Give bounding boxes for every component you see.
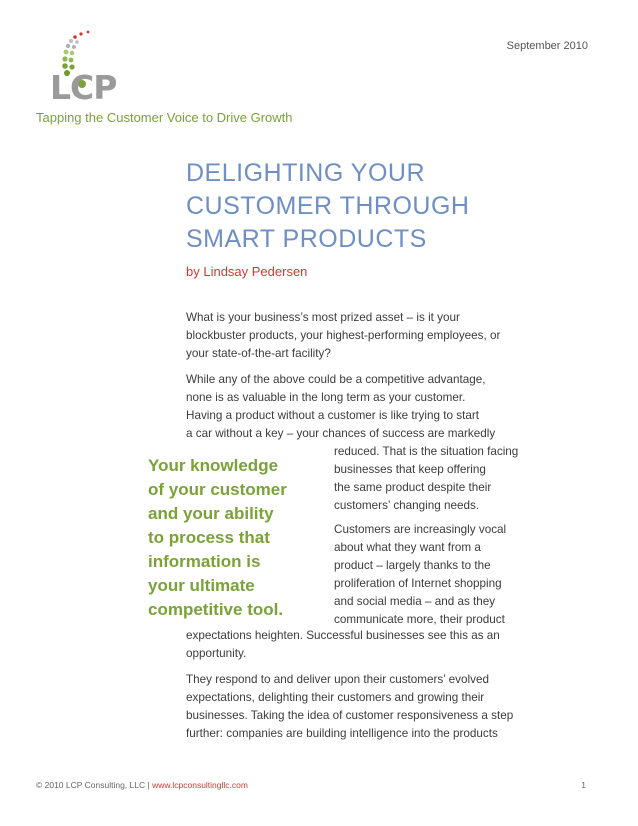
document-date: September 2010 (506, 40, 588, 52)
text-line: expectations heighten. Successful businesses see this as an (186, 629, 500, 642)
paragraph-2-continued (334, 443, 638, 515)
footer (36, 780, 248, 790)
text-line: none is as valuable in the long term as your customer. (186, 391, 466, 404)
text-line: a car without a key – your chances of success are markedly (186, 427, 496, 440)
text-line: Having a product without a customer is like trying to start (186, 409, 479, 422)
text-line: opportunity. (186, 647, 247, 660)
text-line: reduced. That is the situation facing (334, 445, 519, 458)
text-line: proliferation of Internet shopping (334, 577, 502, 590)
text-line: your state-of-the-art facility? (186, 347, 331, 360)
title-line: SMART PRODUCTS (186, 225, 427, 253)
text-line: customers’ changing needs. (334, 499, 480, 512)
page-number: 1 (581, 780, 586, 790)
text-line: about what they want from a (334, 541, 481, 554)
text-line: and social media – and as they (334, 595, 496, 608)
pull-quote-line: to process that (148, 528, 270, 547)
title-line: CUSTOMER THROUGH (186, 192, 470, 220)
title-line: DELIGHTING YOUR (186, 159, 426, 187)
pull-quote (148, 454, 287, 622)
text-line: They respond to and deliver upon their customers’ evolved (186, 673, 489, 686)
paragraph-4 (186, 671, 561, 743)
text-line: businesses that keep offering (334, 463, 486, 476)
text-line: expectations, delighting their customers and growing their (186, 691, 485, 704)
text-line: the same product despite their (334, 481, 492, 494)
tagline: Tapping the Customer Voice to Drive Growth (36, 110, 293, 125)
text-line: blockbuster products, your highest-performing employees, or (186, 329, 501, 342)
paragraph-3-continued (186, 627, 561, 663)
pull-quote-line: Your knowledge (148, 456, 279, 475)
website-link[interactable]: www.lcpconsultingllc.com (152, 780, 248, 790)
text-line: product – largely thanks to the (334, 559, 491, 572)
article-title (186, 157, 469, 256)
text-line: Customers are increasingly vocal (334, 523, 507, 536)
text-line: further: companies are building intelligence into the products (186, 727, 498, 740)
logo-text: LCP (50, 68, 117, 107)
pull-quote-line: your ultimate (148, 576, 255, 595)
text-line: While any of the above could be a competitive advantage, (186, 373, 486, 386)
pull-quote-line: of your customer (148, 480, 287, 499)
pull-quote-line: and your ability (148, 504, 274, 523)
byline: by Lindsay Pedersen (186, 264, 308, 279)
text-line: businesses. Taking the idea of customer responsiveness a step (186, 709, 514, 722)
text-line: What is your business’s most prized asset – is it your (186, 311, 460, 324)
pull-quote-line: competitive tool. (148, 600, 284, 619)
pull-quote-line: information is (148, 552, 261, 571)
copyright-text: © 2010 LCP Consulting, LLC | (36, 780, 153, 790)
paragraph-2 (186, 371, 561, 443)
paragraph-3 (334, 521, 638, 629)
text-line: communicate more, their product (334, 613, 505, 626)
paragraph-1 (186, 309, 561, 363)
